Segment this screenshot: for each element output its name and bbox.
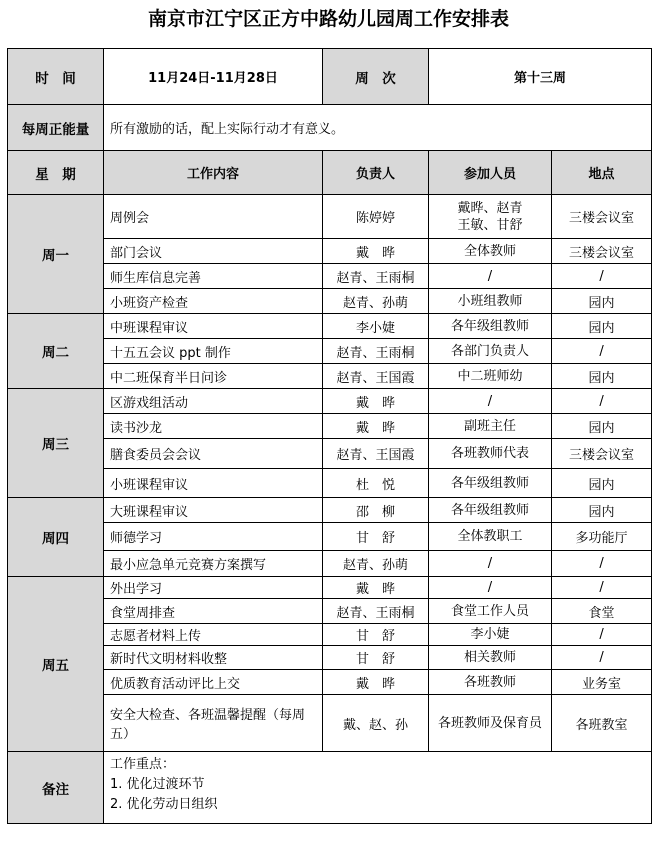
task-location: / (552, 551, 652, 577)
notes-item: 2. 优化劳动日组织 (110, 797, 218, 812)
table-row (8, 439, 652, 469)
task-owner: 戴 晔 (323, 577, 429, 599)
task-location: 各班教室 (552, 695, 652, 752)
task-owner: 戴 晔 (323, 239, 429, 264)
column-header-row (8, 151, 652, 195)
task-content: 区游戏组活动 (104, 389, 323, 414)
task-content: 志愿者材料上传 (104, 624, 323, 646)
task-owner: 陈婷婷 (323, 195, 429, 239)
task-participants (429, 551, 552, 577)
task-location: 园内 (552, 364, 652, 389)
table-row (8, 646, 652, 670)
participant-line: 食堂工作人员 (450, 603, 529, 619)
task-location: 园内 (552, 414, 652, 439)
task-content: 师德学习 (104, 523, 323, 551)
task-owner: 赵青、孙萌 (323, 551, 429, 577)
participant-line: 各班教师 (463, 674, 516, 690)
task-participants (429, 195, 552, 239)
task-participants (429, 469, 552, 498)
table-row (8, 264, 652, 289)
participant-line: 各年级组教师 (450, 502, 529, 518)
task-participants (429, 624, 552, 646)
task-content: 部门会议 (104, 239, 323, 264)
participant-line: 王敏、甘舒 (457, 217, 523, 233)
day-cell: 周五 (8, 577, 104, 752)
task-participants (429, 599, 552, 624)
schedule-table (7, 48, 652, 824)
task-participants (429, 389, 552, 414)
table-row (8, 523, 652, 551)
task-location: / (552, 624, 652, 646)
task-owner: 赵青、王国霞 (323, 439, 429, 469)
task-location: 食堂 (552, 599, 652, 624)
task-owner: 杜 悦 (323, 469, 429, 498)
participant-line: 各年级组教师 (450, 475, 529, 491)
participant-line: 各班教师及保育员 (437, 715, 542, 731)
table-row (8, 670, 652, 695)
task-owner: 赵青、王雨桐 (323, 264, 429, 289)
table-row (8, 195, 652, 239)
task-participants (429, 339, 552, 364)
col-participants: 参加人员 (429, 151, 552, 195)
task-participants (429, 414, 552, 439)
participant-line: 全体教师 (463, 243, 516, 259)
table-row (8, 624, 652, 646)
table-row (8, 599, 652, 624)
task-location: 多功能厅 (552, 523, 652, 551)
task-content: 外出学习 (104, 577, 323, 599)
task-content: 安全大检查、各班温馨提醒（每周五） (104, 695, 323, 752)
notes-label: 备注 (8, 752, 104, 824)
day-cell: 周四 (8, 498, 104, 577)
task-content: 读书沙龙 (104, 414, 323, 439)
task-owner: 甘 舒 (323, 523, 429, 551)
week-value: 第十三周 (429, 49, 652, 105)
task-owner: 戴 晔 (323, 414, 429, 439)
participant-line: / (487, 580, 493, 595)
task-participants (429, 239, 552, 264)
participant-line: / (487, 556, 493, 571)
task-participants (429, 646, 552, 670)
table-row (8, 498, 652, 523)
day-cell: 周一 (8, 195, 104, 314)
participant-line: 全体教职工 (457, 529, 523, 544)
week-label: 周 次 (323, 49, 429, 105)
task-location: / (552, 577, 652, 599)
participant-line: 各班教师代表 (450, 446, 529, 461)
task-content: 膳食委员会会议 (104, 439, 323, 469)
page-title: 南京市江宁区正方中路幼儿园周工作安排表 (147, 8, 509, 30)
task-owner: 甘 舒 (323, 624, 429, 646)
task-content: 中班课程审议 (104, 314, 323, 339)
task-owner: 李小婕 (323, 314, 429, 339)
table-row (8, 339, 652, 364)
task-participants (429, 523, 552, 551)
table-row (8, 577, 652, 599)
task-owner: 甘 舒 (323, 646, 429, 670)
task-owner: 戴 晔 (323, 389, 429, 414)
col-location: 地点 (552, 151, 652, 195)
task-participants (429, 264, 552, 289)
participant-line: 相关教师 (463, 650, 516, 665)
task-participants (429, 670, 552, 695)
day-cell: 周三 (8, 389, 104, 498)
table-row (8, 469, 652, 498)
notes-item: 1. 优化过渡环节 (110, 777, 205, 792)
notes-heading: 工作重点： (110, 757, 176, 772)
day-cell: 周二 (8, 314, 104, 389)
task-location: 三楼会议室 (552, 239, 652, 264)
energy-text: 所有激励的话，配上实际行动才有意义。 (104, 105, 652, 151)
task-owner: 戴、赵、孙 (323, 695, 429, 752)
time-label: 时 间 (8, 49, 104, 105)
table-row (8, 389, 652, 414)
task-participants (429, 364, 552, 389)
participant-line: 各部门负责人 (450, 343, 529, 359)
task-owner: 赵青、孙萌 (323, 289, 429, 314)
participant-line: 各年级组教师 (450, 318, 529, 334)
task-content: 小班课程审议 (104, 469, 323, 498)
table-row (8, 364, 652, 389)
task-location: / (552, 646, 652, 670)
col-day: 星 期 (8, 151, 104, 195)
task-content: 食堂周排查 (104, 599, 323, 624)
task-content: 最小应急单元竞赛方案撰写 (104, 551, 323, 577)
notes-row (8, 752, 652, 824)
task-content: 小班资产检查 (104, 289, 323, 314)
task-participants (429, 695, 552, 752)
task-location: 园内 (552, 314, 652, 339)
task-location: / (552, 264, 652, 289)
task-participants (429, 498, 552, 523)
task-owner: 邵 柳 (323, 498, 429, 523)
task-participants (429, 577, 552, 599)
table-row (8, 551, 652, 577)
task-owner: 赵青、王雨桐 (323, 599, 429, 624)
task-content: 大班课程审议 (104, 498, 323, 523)
task-location: 业务室 (552, 670, 652, 695)
task-owner: 赵青、王国霞 (323, 364, 429, 389)
header-row (8, 49, 652, 105)
participant-line: 副班主任 (463, 418, 516, 434)
task-content: 周例会 (104, 195, 323, 239)
task-location: / (552, 339, 652, 364)
time-value: 11月24日-11月28日 (104, 49, 323, 105)
task-location: 园内 (552, 498, 652, 523)
task-content: 中二班保育半日问诊 (104, 364, 323, 389)
task-location: / (552, 389, 652, 414)
energy-label: 每周正能量 (8, 105, 104, 151)
participant-line: 中二班师幼 (457, 368, 523, 384)
task-location: 园内 (552, 289, 652, 314)
table-row (8, 239, 652, 264)
table-row (8, 414, 652, 439)
table-row (8, 314, 652, 339)
participant-line: 李小婕 (470, 627, 510, 642)
task-participants (429, 289, 552, 314)
table-row (8, 289, 652, 314)
participant-line: / (487, 393, 493, 409)
table-row (8, 695, 652, 752)
task-content: 新时代文明材料收整 (104, 646, 323, 670)
energy-row (8, 105, 652, 151)
task-owner: 戴 晔 (323, 670, 429, 695)
participant-line: 小班组教师 (457, 293, 523, 309)
col-content: 工作内容 (104, 151, 323, 195)
participant-line: / (487, 268, 493, 284)
task-content: 优质教育活动评比上交 (104, 670, 323, 695)
participant-line: 戴晔、赵青 (457, 200, 523, 216)
task-owner: 赵青、王雨桐 (323, 339, 429, 364)
task-participants (429, 314, 552, 339)
task-content: 十五五会议 ppt 制作 (104, 339, 323, 364)
task-location: 园内 (552, 469, 652, 498)
task-participants (429, 439, 552, 469)
notes-body (104, 752, 652, 824)
col-owner: 负责人 (323, 151, 429, 195)
task-location: 三楼会议室 (552, 195, 652, 239)
task-location: 三楼会议室 (552, 439, 652, 469)
task-content: 师生库信息完善 (104, 264, 323, 289)
